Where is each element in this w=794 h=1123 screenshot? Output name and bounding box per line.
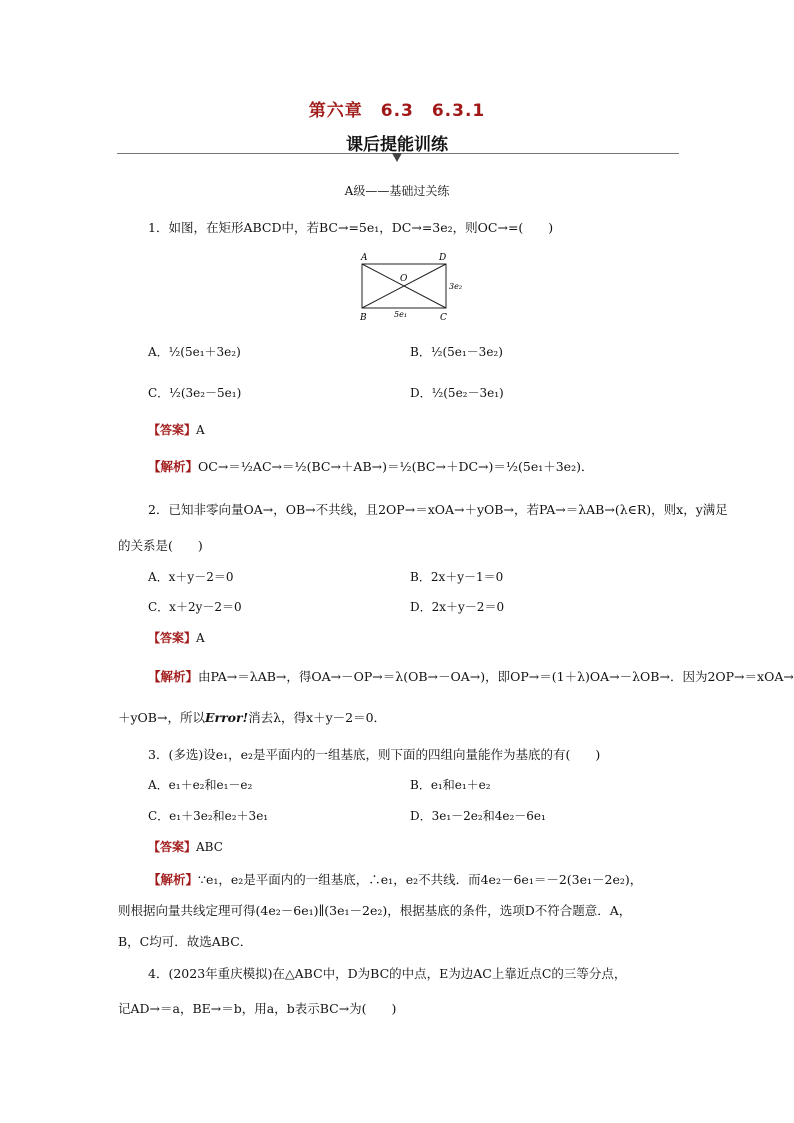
- rectangle-figure: [352, 250, 472, 325]
- label-a: A: [361, 253, 368, 263]
- q1-option-d[interactable]: D．½(5e₂－3e₁): [410, 386, 504, 400]
- analysis-text: OC→＝½AC→＝½(BC→＋AB→)＝½(BC→＋DC→)＝½(5e₁＋3e₂)．: [198, 459, 594, 474]
- q2-analysis-line1: [148, 667, 794, 685]
- question-3-stem: 3．(多选)设e₁，e₂是平面内的一组基底，则下面的四组向量能作为基底的有( ): [148, 747, 601, 762]
- error-marker: Error!: [204, 710, 249, 725]
- answer-value: A: [196, 423, 205, 437]
- answer-tag: 【答案】: [148, 631, 197, 645]
- q3-answer: [148, 838, 223, 855]
- q2-option-b[interactable]: B．2x＋y－1＝0: [410, 570, 504, 584]
- q1-option-a[interactable]: A．½(5e₁＋3e₂): [148, 345, 241, 359]
- q2-option-d[interactable]: D．2x＋y－2＝0: [410, 600, 505, 614]
- q2-analysis-line2: [118, 708, 386, 726]
- q3-analysis-line3: B，C均可．故选ABC．: [118, 934, 253, 949]
- chapter-title: 第六章 6.3 6.3.1: [308, 101, 486, 121]
- q2-option-c[interactable]: C．x＋2y－2＝0: [148, 600, 242, 614]
- page-subtitle: 课后提能训练: [346, 135, 448, 155]
- analysis-tag: 【解析】: [148, 872, 199, 887]
- down-triangle-icon: [392, 153, 402, 162]
- label-b: B: [360, 313, 367, 323]
- q3-option-a[interactable]: A．e₁＋e₂和e₁－e₂: [148, 778, 253, 792]
- analysis-text: 由PA→＝λAB→，得OA→－OP→＝λ(OB→－OA→)，即OP→＝(1＋λ)OA→－λOB→．因为2OP→＝xOA→: [198, 669, 794, 684]
- q3-option-d[interactable]: D．3e₁－2e₂和4e₂－6e₁: [410, 809, 546, 823]
- q3-option-c[interactable]: C．e₁＋3e₂和e₂＋3e₁: [148, 809, 269, 823]
- question-2-stem-line1: 2．已知非零向量OA→，OB→不共线，且2OP→＝xOA→＋yOB→，若PA→＝λAB→(λ∈R)，则x，y满足: [148, 502, 728, 517]
- analysis-text-a: ＋yOB→，所以: [118, 710, 205, 725]
- q1-option-b[interactable]: B．½(5e₁－3e₂): [410, 345, 503, 359]
- q1-analysis: [148, 457, 593, 475]
- label-right: 3e₂: [449, 282, 463, 291]
- section-heading: A级——基础过关练: [344, 184, 450, 198]
- question-2-stem-line2: 的关系是( ): [118, 538, 203, 553]
- answer-tag: 【答案】: [148, 423, 197, 437]
- answer-value: A: [196, 631, 205, 645]
- analysis-text: ∵e₁，e₂是平面内的一组基底，∴e₁，e₂不共线．而4e₂－6e₁＝－2(3e₁－2e₂)，: [198, 872, 643, 887]
- question-4-stem-line2: 记AD→＝a，BE→＝b，用a，b表示BC→为( ): [118, 1001, 397, 1016]
- q3-analysis-line2: 则根据向量共线定理可得(4e₂－6e₁)∥(3e₁－2e₂)，根据基底的条件，选项D不符合题意．A，: [118, 903, 632, 918]
- q1-option-c[interactable]: C．½(3e₂－5e₁): [148, 386, 242, 400]
- q3-option-b[interactable]: B．e₁和e₁＋e₂: [410, 778, 491, 792]
- label-d: D: [439, 253, 447, 263]
- q1-answer: [148, 421, 205, 438]
- analysis-tag: 【解析】: [148, 669, 199, 684]
- analysis-text-b: 消去λ，得x＋y－2＝0．: [248, 710, 387, 725]
- answer-value: ABC: [196, 840, 223, 854]
- q2-option-a[interactable]: A．x＋y－2＝0: [148, 570, 234, 584]
- answer-tag: 【答案】: [148, 840, 197, 854]
- question-1-stem: 1．如图，在矩形ABCD中，若BC→=5e₁，DC→=3e₂，则OC→=( ): [148, 220, 554, 235]
- question-4-stem-line1: 4．(2023年重庆模拟)在△ABC中，D为BC的中点，E为边AC上靠近点C的三等分点，: [148, 966, 627, 981]
- q2-answer: [148, 629, 205, 646]
- label-c: C: [440, 313, 447, 323]
- analysis-tag: 【解析】: [148, 459, 199, 474]
- label-o: O: [400, 274, 408, 284]
- label-bottom: 5e₁: [394, 310, 408, 319]
- q3-analysis-line1: [148, 870, 642, 888]
